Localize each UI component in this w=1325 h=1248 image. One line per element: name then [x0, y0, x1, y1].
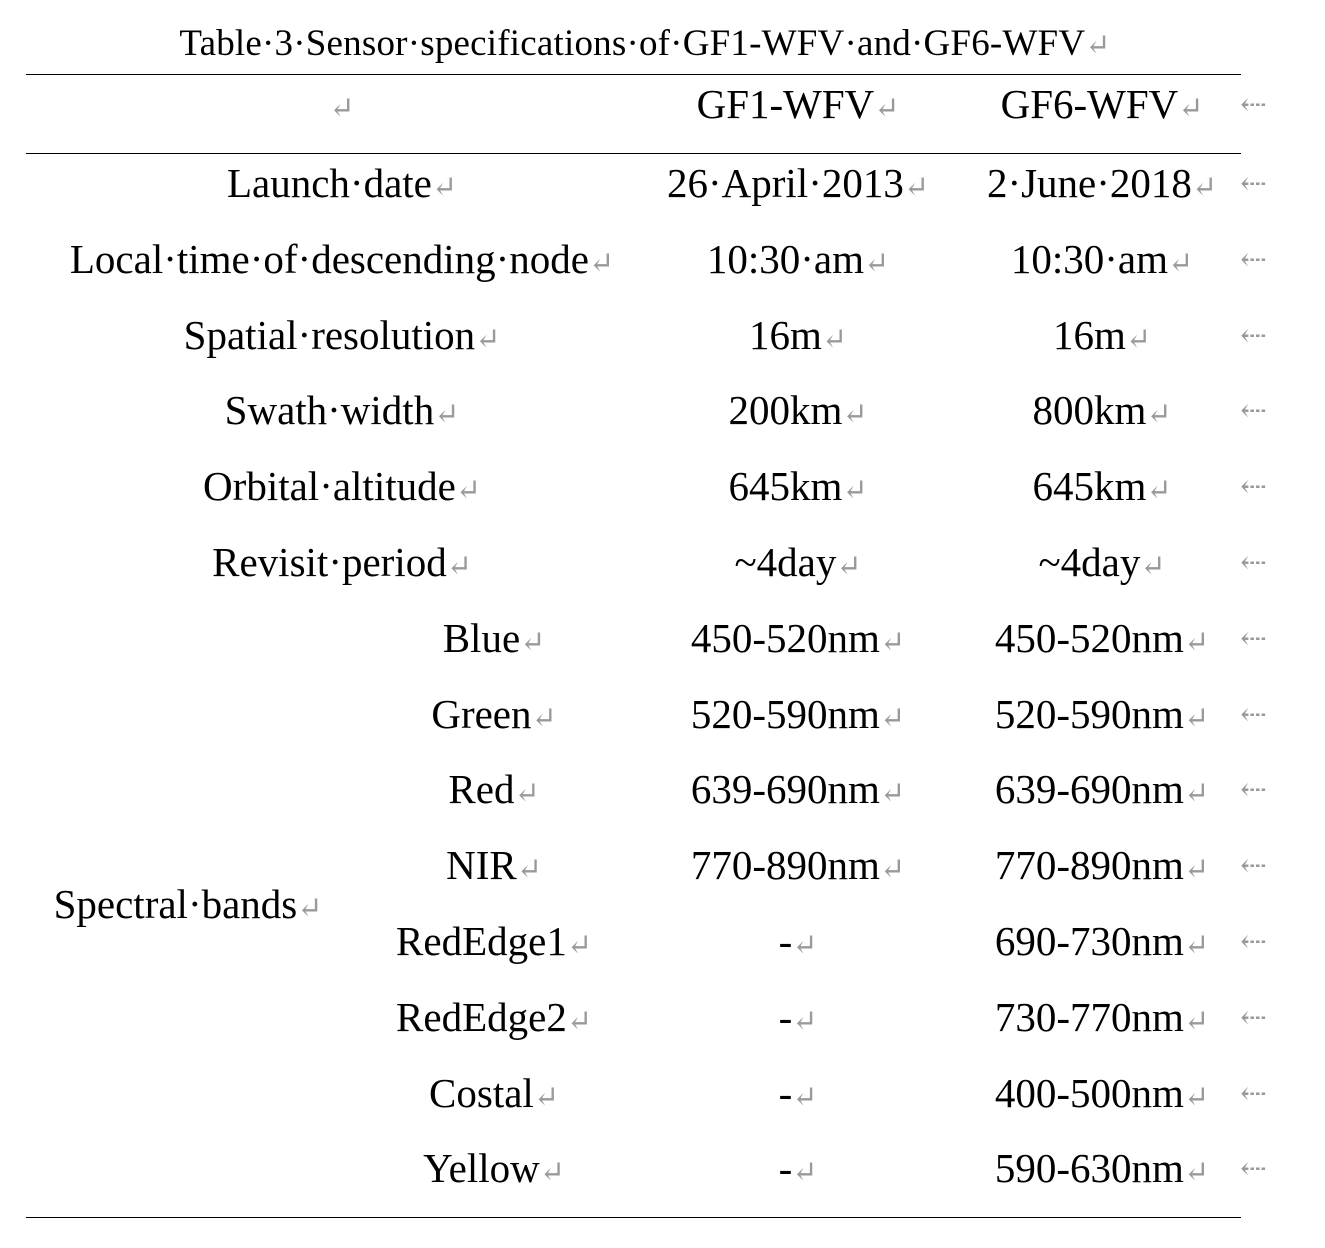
gf1-band-value: [690, 842, 906, 888]
cell-text: 690-730nm: [994, 918, 1184, 964]
cell-text: 800km: [1032, 387, 1147, 433]
table-caption: [0, 22, 1290, 65]
paragraph-mark-icon: ↵: [792, 1005, 818, 1038]
paragraph-mark-icon: ↵: [1183, 1081, 1210, 1114]
paragraph-mark-icon: ↵: [1168, 247, 1194, 280]
cell-text: 450-520nm: [994, 615, 1184, 661]
paragraph-mark-icon: ↵: [1191, 171, 1218, 204]
paragraph-mark-icon: ↵: [431, 171, 458, 204]
gf1-band-value: [690, 766, 906, 812]
paragraph-mark-icon: ↵: [531, 702, 557, 735]
paragraph-mark-icon: ↵: [792, 1081, 818, 1114]
paragraph-mark-icon: ↵: [514, 777, 540, 810]
paragraph-mark-icon: ↵: [842, 474, 868, 507]
cell-text: 645km: [728, 463, 843, 509]
gf6-band-value: [994, 994, 1210, 1040]
paragraph-mark-icon: ↵: [475, 323, 501, 356]
cell-text: Costal: [429, 1070, 534, 1116]
gf6-value: [1032, 387, 1172, 433]
cell-text: ~4day: [734, 539, 837, 585]
row-end-mark-icon: ⇠: [1240, 1150, 1267, 1186]
paragraph-mark-icon: ↵: [533, 1081, 559, 1114]
gf1-band-value: [690, 691, 906, 737]
paragraph-mark-icon: ↵: [1085, 29, 1111, 62]
cell-text: Orbital·altitude: [203, 463, 456, 509]
paragraph-mark-icon: ↵: [879, 626, 906, 659]
cell-text: 770-890nm: [690, 842, 880, 888]
row-end-mark-icon: ⇠: [1240, 923, 1267, 959]
gf6-band-value: [994, 691, 1210, 737]
paragraph-mark-icon: ↵: [297, 892, 323, 925]
paragraph-mark-icon: ↵: [434, 398, 460, 431]
header-blank-cell: [329, 84, 354, 125]
row-end-mark-icon: ⇠: [1240, 620, 1267, 656]
row-end-mark-icon: ⇠: [1240, 241, 1267, 277]
paragraph-mark-icon: ↵: [864, 247, 890, 280]
gf6-value: [1052, 312, 1152, 358]
paragraph-mark-icon: ↵: [539, 1156, 565, 1189]
cell-text: Swath·width: [224, 387, 435, 433]
cell-text: 730-770nm: [994, 994, 1184, 1040]
cell-text: Launch·date: [226, 160, 432, 206]
cell-text: -: [778, 994, 793, 1040]
cell-text: 26·April·2013: [667, 160, 904, 206]
cell-text: 639-690nm: [994, 766, 1184, 812]
paragraph-mark-icon: ↵: [566, 1005, 592, 1038]
gf6-band-value: [994, 918, 1210, 964]
band-name: [431, 691, 557, 737]
gf1-band-value: [690, 615, 906, 661]
band-name: [423, 1145, 565, 1191]
band-name: [448, 766, 540, 812]
gf1-value: [734, 539, 862, 585]
cell-text: RedEdge1: [396, 918, 567, 964]
gf6-band-value: [994, 615, 1210, 661]
paragraph-mark-icon: ↵: [1183, 626, 1210, 659]
paragraph-mark-icon: ↵: [566, 929, 592, 962]
cell-text: 200km: [728, 387, 843, 433]
cell-text: -: [778, 1145, 793, 1191]
cell-text: 2·June·2018: [986, 160, 1192, 206]
caption-text: Table·3·Sensor·specifications·of·GF1-WFV·and·GF6-WFV: [179, 23, 1086, 64]
row-end-mark-icon: ⇠: [1240, 317, 1267, 353]
row-label: [226, 160, 458, 206]
row-end-mark-icon: ⇠: [1240, 165, 1267, 201]
cell-text: RedEdge2: [396, 994, 567, 1040]
paragraph-mark-icon: ↵: [874, 92, 900, 125]
row-end-mark-icon: ⇠: [1240, 999, 1267, 1035]
paragraph-mark-icon: ↵: [842, 398, 868, 431]
cell-text: 639-690nm: [690, 766, 880, 812]
cell-text: 645km: [1032, 463, 1147, 509]
row-end-mark-icon: ⇠: [1240, 468, 1267, 504]
row-label: [69, 236, 615, 282]
paragraph-mark-icon: ↵: [1183, 702, 1210, 735]
cell-text: Red: [448, 766, 515, 812]
gf6-value: [1038, 539, 1166, 585]
paragraph-mark-icon: ↵: [792, 929, 818, 962]
cell-text: 400-500nm: [994, 1070, 1184, 1116]
paragraph-mark-icon: ↵: [903, 171, 929, 204]
row-label: [224, 387, 460, 433]
gf1-value: [728, 387, 868, 433]
row-end-mark-icon: ⇠: [1240, 771, 1267, 807]
header-gf1: GF1-WFV↵: [696, 81, 900, 127]
cell-text: Blue: [442, 615, 521, 661]
row-label: [212, 539, 472, 585]
row-end-mark-icon: ⇠: [1240, 847, 1267, 883]
header-rule: [26, 153, 1241, 154]
cell-text: Spatial·resolution: [183, 312, 476, 358]
paragraph-mark-icon: ↵: [836, 550, 862, 583]
paragraph-mark-icon: ↵: [879, 853, 906, 886]
cell-text: -: [778, 918, 793, 964]
row-label: [183, 312, 501, 358]
paragraph-mark-icon: ↵: [520, 626, 546, 659]
band-name: [442, 615, 546, 661]
paragraph-mark-icon: ↵: [588, 247, 615, 280]
paragraph-mark-icon: ↵: [821, 323, 848, 356]
row-end-mark-icon: ⇠: [1240, 696, 1267, 732]
paragraph-mark-icon: ↵: [446, 550, 472, 583]
band-name: [429, 1070, 559, 1116]
spectral-bands-label: Spectral·bands↵: [53, 881, 323, 927]
band-name: [396, 994, 592, 1040]
row-end-mark-icon: ⇠: [1240, 392, 1267, 428]
paragraph-mark-icon: ↵: [1146, 474, 1172, 507]
paragraph-mark-icon: ↵: [1125, 323, 1152, 356]
cell-text: Local·time·of·descending·node: [69, 236, 589, 282]
paragraph-mark-icon: ↵: [1183, 929, 1210, 962]
gf6-band-value: [994, 1145, 1210, 1191]
gf1-value: [728, 463, 868, 509]
gf6-band-value: [994, 1070, 1210, 1116]
row-end-mark-icon: ⇠: [1240, 544, 1267, 580]
cell-text: ~4day: [1038, 539, 1141, 585]
gf1-value: [748, 312, 848, 358]
gf1-value: [706, 236, 890, 282]
gf1-band-value: [778, 1145, 818, 1191]
top-rule: [26, 74, 1241, 75]
paragraph-mark-icon: ↵: [879, 702, 906, 735]
cell-text: Green: [431, 691, 532, 737]
band-name: [446, 842, 542, 888]
cell-text: 16m: [748, 312, 822, 358]
gf6-band-value: [994, 842, 1210, 888]
band-name: [396, 918, 592, 964]
header-gf6: GF6-WFV↵: [1000, 81, 1204, 127]
cell-text: 520-590nm: [690, 691, 880, 737]
paragraph-mark-icon: ↵: [879, 777, 906, 810]
paragraph-mark-icon: ↵: [329, 92, 355, 125]
gf1-band-value: [778, 918, 818, 964]
gf6-value: [1032, 463, 1172, 509]
paragraph-mark-icon: ↵: [455, 474, 481, 507]
gf6-value: [1010, 236, 1194, 282]
paragraph-mark-icon: ↵: [1146, 398, 1172, 431]
cell-text: 16m: [1052, 312, 1126, 358]
gf1-value: [667, 160, 929, 206]
cell-text: 770-890nm: [994, 842, 1184, 888]
paragraph-mark-icon: ↵: [792, 1156, 818, 1189]
paragraph-mark-icon: ↵: [516, 853, 542, 886]
paragraph-mark-icon: ↵: [1183, 853, 1210, 886]
row-end-mark-icon: ⇠: [1240, 1075, 1267, 1111]
row-end-mark-icon: ⇠: [1240, 86, 1267, 122]
cell-text: 450-520nm: [690, 615, 880, 661]
gf6-band-value: [994, 766, 1210, 812]
cell-text: -: [778, 1070, 793, 1116]
cell-text: 10:30·am: [706, 236, 864, 282]
gf6-value: [986, 160, 1218, 206]
cell-text: 520-590nm: [994, 691, 1184, 737]
cell-text: 590-630nm: [994, 1145, 1184, 1191]
paragraph-mark-icon: ↵: [1140, 550, 1166, 583]
paragraph-mark-icon: ↵: [1178, 92, 1204, 125]
paragraph-mark-icon: ↵: [1183, 1156, 1210, 1189]
paragraph-mark-icon: ↵: [1183, 1005, 1210, 1038]
paragraph-mark-icon: ↵: [1183, 777, 1210, 810]
row-label: [203, 463, 481, 509]
gf1-band-value: [778, 994, 818, 1040]
gf1-band-value: [778, 1070, 818, 1116]
cell-text: 10:30·am: [1010, 236, 1168, 282]
cell-text: NIR: [446, 842, 517, 888]
cell-text: Revisit·period: [212, 539, 447, 585]
bottom-rule: [26, 1217, 1241, 1218]
cell-text: Yellow: [423, 1145, 540, 1191]
